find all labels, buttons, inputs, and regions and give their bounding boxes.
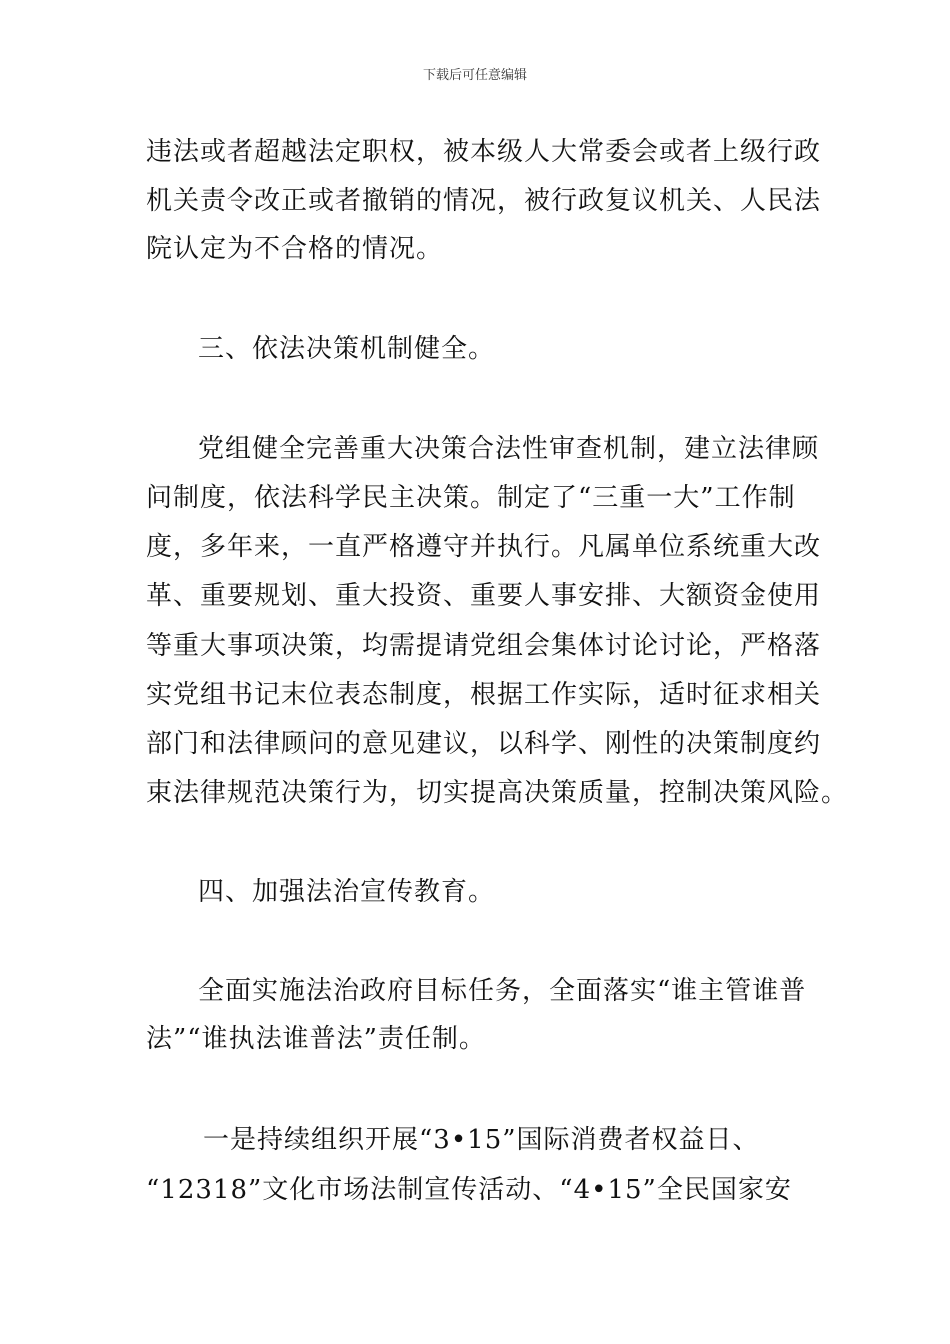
text-line: 法”“谁执法谁普法”责任制。 xyxy=(146,1024,486,1054)
text-line: 违法或者超越法定职权，被本级人大常委会或者上级行政 xyxy=(146,137,822,167)
page-header: 下载后可任意编辑 xyxy=(422,68,527,83)
text-line: “12318”文化市场法制宣传活动、“4•15”全民国家安 xyxy=(146,1175,792,1205)
text-line: 院认定为不合格的情况。 xyxy=(146,234,444,264)
heading-text: 四、加强法治宣传教育。 xyxy=(198,877,496,907)
text-line: 革、重要规划、重大投资、重要人事安排、大额资金使用 xyxy=(146,581,822,611)
text-line: 全面实施法治政府目标任务，全面落实“谁主管谁普 xyxy=(198,976,807,1006)
text-line: 党组健全完善重大决策合法性审查机制，建立法律顾 xyxy=(198,434,820,464)
text-line: 机关责令改正或者撤销的情况，被行政复议机关、人民法 xyxy=(146,186,822,216)
text-line: 部门和法律顾问的意见建议，以科学、刚性的决策制度约 xyxy=(146,729,822,759)
text-line: 束法律规范决策行为，切实提高决策质量，控制决策风险。 xyxy=(146,778,849,808)
text-line: 问制度，依法科学民主决策。制定了“三重一大”工作制 xyxy=(146,483,796,513)
text-line: 度，多年来，一直严格遵守并执行。凡属单位系统重大改 xyxy=(146,532,822,562)
text-line: 等重大事项决策，均需提请党组会集体讨论讨论，严格落 xyxy=(146,631,822,661)
text-line: 实党组书记末位表态制度，根据工作实际，适时征求相关 xyxy=(146,680,822,710)
heading-text: 三、依法决策机制健全。 xyxy=(198,334,496,364)
text-line: 一是持续组织开展“3•15”国际消费者权益日、 xyxy=(203,1125,760,1155)
